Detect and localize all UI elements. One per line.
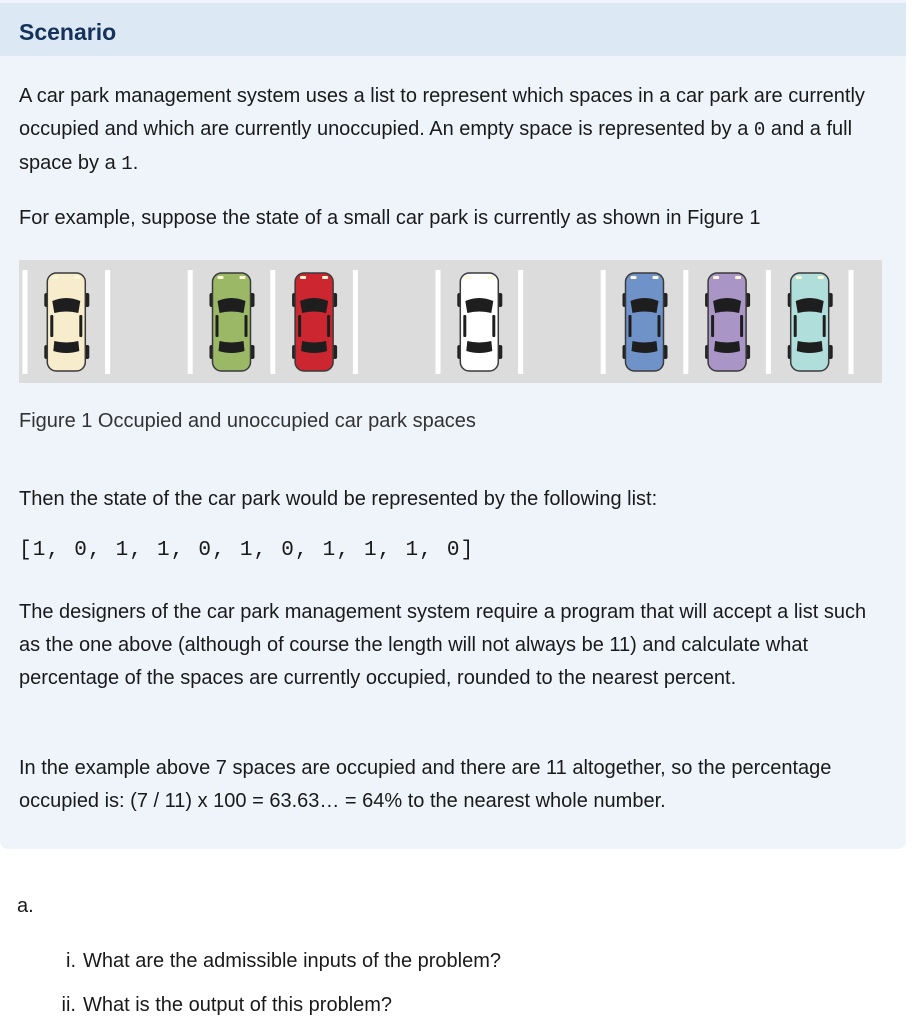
figure-caption: Figure 1 Occupied and unoccupied car park spaces (19, 410, 476, 432)
calculation-paragraph: In the example above 7 spaces are occupied and there are 11 altogether, so the percentage occupied is: (7 / 11) x 100 = 63.63… = 64% to the nearest whole number. (19, 757, 832, 812)
windshield (713, 298, 741, 313)
headlight (240, 276, 246, 279)
side-window (658, 315, 661, 337)
side-window (216, 315, 219, 337)
parking-line (518, 270, 523, 374)
headlight (487, 276, 493, 279)
parking-line (23, 270, 28, 374)
parking-line (849, 270, 854, 374)
car-park-figure (19, 260, 882, 383)
headlight (713, 276, 719, 279)
windshield (218, 298, 246, 313)
parked-car (705, 273, 750, 371)
code-list: [1, 0, 1, 1, 0, 1, 0, 1, 1, 1, 0] (19, 539, 475, 562)
headlight (74, 276, 80, 279)
rear-window (714, 341, 740, 353)
parked-car (623, 273, 668, 371)
parked-car (210, 273, 255, 371)
list-intro-paragraph: Then the state of the car park would be represented by the following list: (19, 488, 658, 510)
scenario-title: Scenario (19, 19, 117, 45)
parked-car (292, 273, 337, 371)
side-window (245, 315, 248, 337)
parking-line (683, 270, 688, 374)
rear-window (466, 341, 492, 353)
parking-line (353, 270, 358, 374)
headlight (631, 276, 637, 279)
scenario-header (0, 3, 906, 56)
rear-window (797, 341, 823, 353)
intro-text-c: . (132, 152, 139, 174)
parking-line (436, 270, 441, 374)
parking-line (188, 270, 193, 374)
parked-car (788, 273, 833, 371)
code-zero: 0 (753, 119, 766, 141)
intro-text-b: and a full space by a (19, 118, 853, 174)
windshield (631, 298, 659, 313)
example-paragraph: For example, suppose the state of a small car park is currently as shown in Figure 1 (19, 207, 761, 229)
side-window (629, 315, 632, 337)
headlight (218, 276, 224, 279)
windshield (52, 298, 80, 313)
code-one: 1 (121, 153, 133, 175)
requirements-paragraph: The designers of the car park management system require a program that will accept a list such as the one above (although of course the length will not always be 11) and calculate what percentage of the spaces are currently occupied, rounded to the nearest percent. (19, 601, 867, 689)
headlight (653, 276, 659, 279)
windshield (465, 298, 493, 313)
rear-window (219, 341, 245, 353)
question-text: What are the admissible inputs of the problem? (83, 950, 501, 972)
rear-window (632, 341, 658, 353)
side-window (492, 315, 495, 337)
intro-text-a: A car park management system uses a list to represent which spaces in a car park are currently occupied and which are currently unoccupied. An empty space is represented by a (19, 85, 865, 140)
headlight (465, 276, 471, 279)
car-park-ground (19, 260, 882, 383)
headlight (322, 276, 328, 279)
headlight (300, 276, 306, 279)
side-window (50, 315, 53, 337)
rear-window (53, 341, 79, 353)
parking-line (601, 270, 606, 374)
side-window (79, 315, 82, 337)
scenario-intro-paragraph (19, 80, 879, 181)
part-a-label: a. (17, 895, 34, 917)
headlight (796, 276, 802, 279)
side-window (794, 315, 797, 337)
headlight (818, 276, 824, 279)
parking-line (270, 270, 275, 374)
parked-car (44, 273, 89, 371)
parking-line (766, 270, 771, 374)
side-window (823, 315, 826, 337)
parked-car (457, 273, 502, 371)
side-window (463, 315, 466, 337)
headlight (52, 276, 58, 279)
question-number: ii. (61, 994, 76, 1016)
side-window (327, 315, 330, 337)
question-text: What is the output of this problem? (83, 994, 393, 1016)
side-window (298, 315, 301, 337)
rear-window (301, 341, 327, 353)
parking-line (105, 270, 110, 374)
question-number: i. (66, 950, 76, 972)
side-window (711, 315, 714, 337)
side-window (740, 315, 743, 337)
windshield (796, 298, 824, 313)
windshield (300, 298, 328, 313)
headlight (735, 276, 741, 279)
